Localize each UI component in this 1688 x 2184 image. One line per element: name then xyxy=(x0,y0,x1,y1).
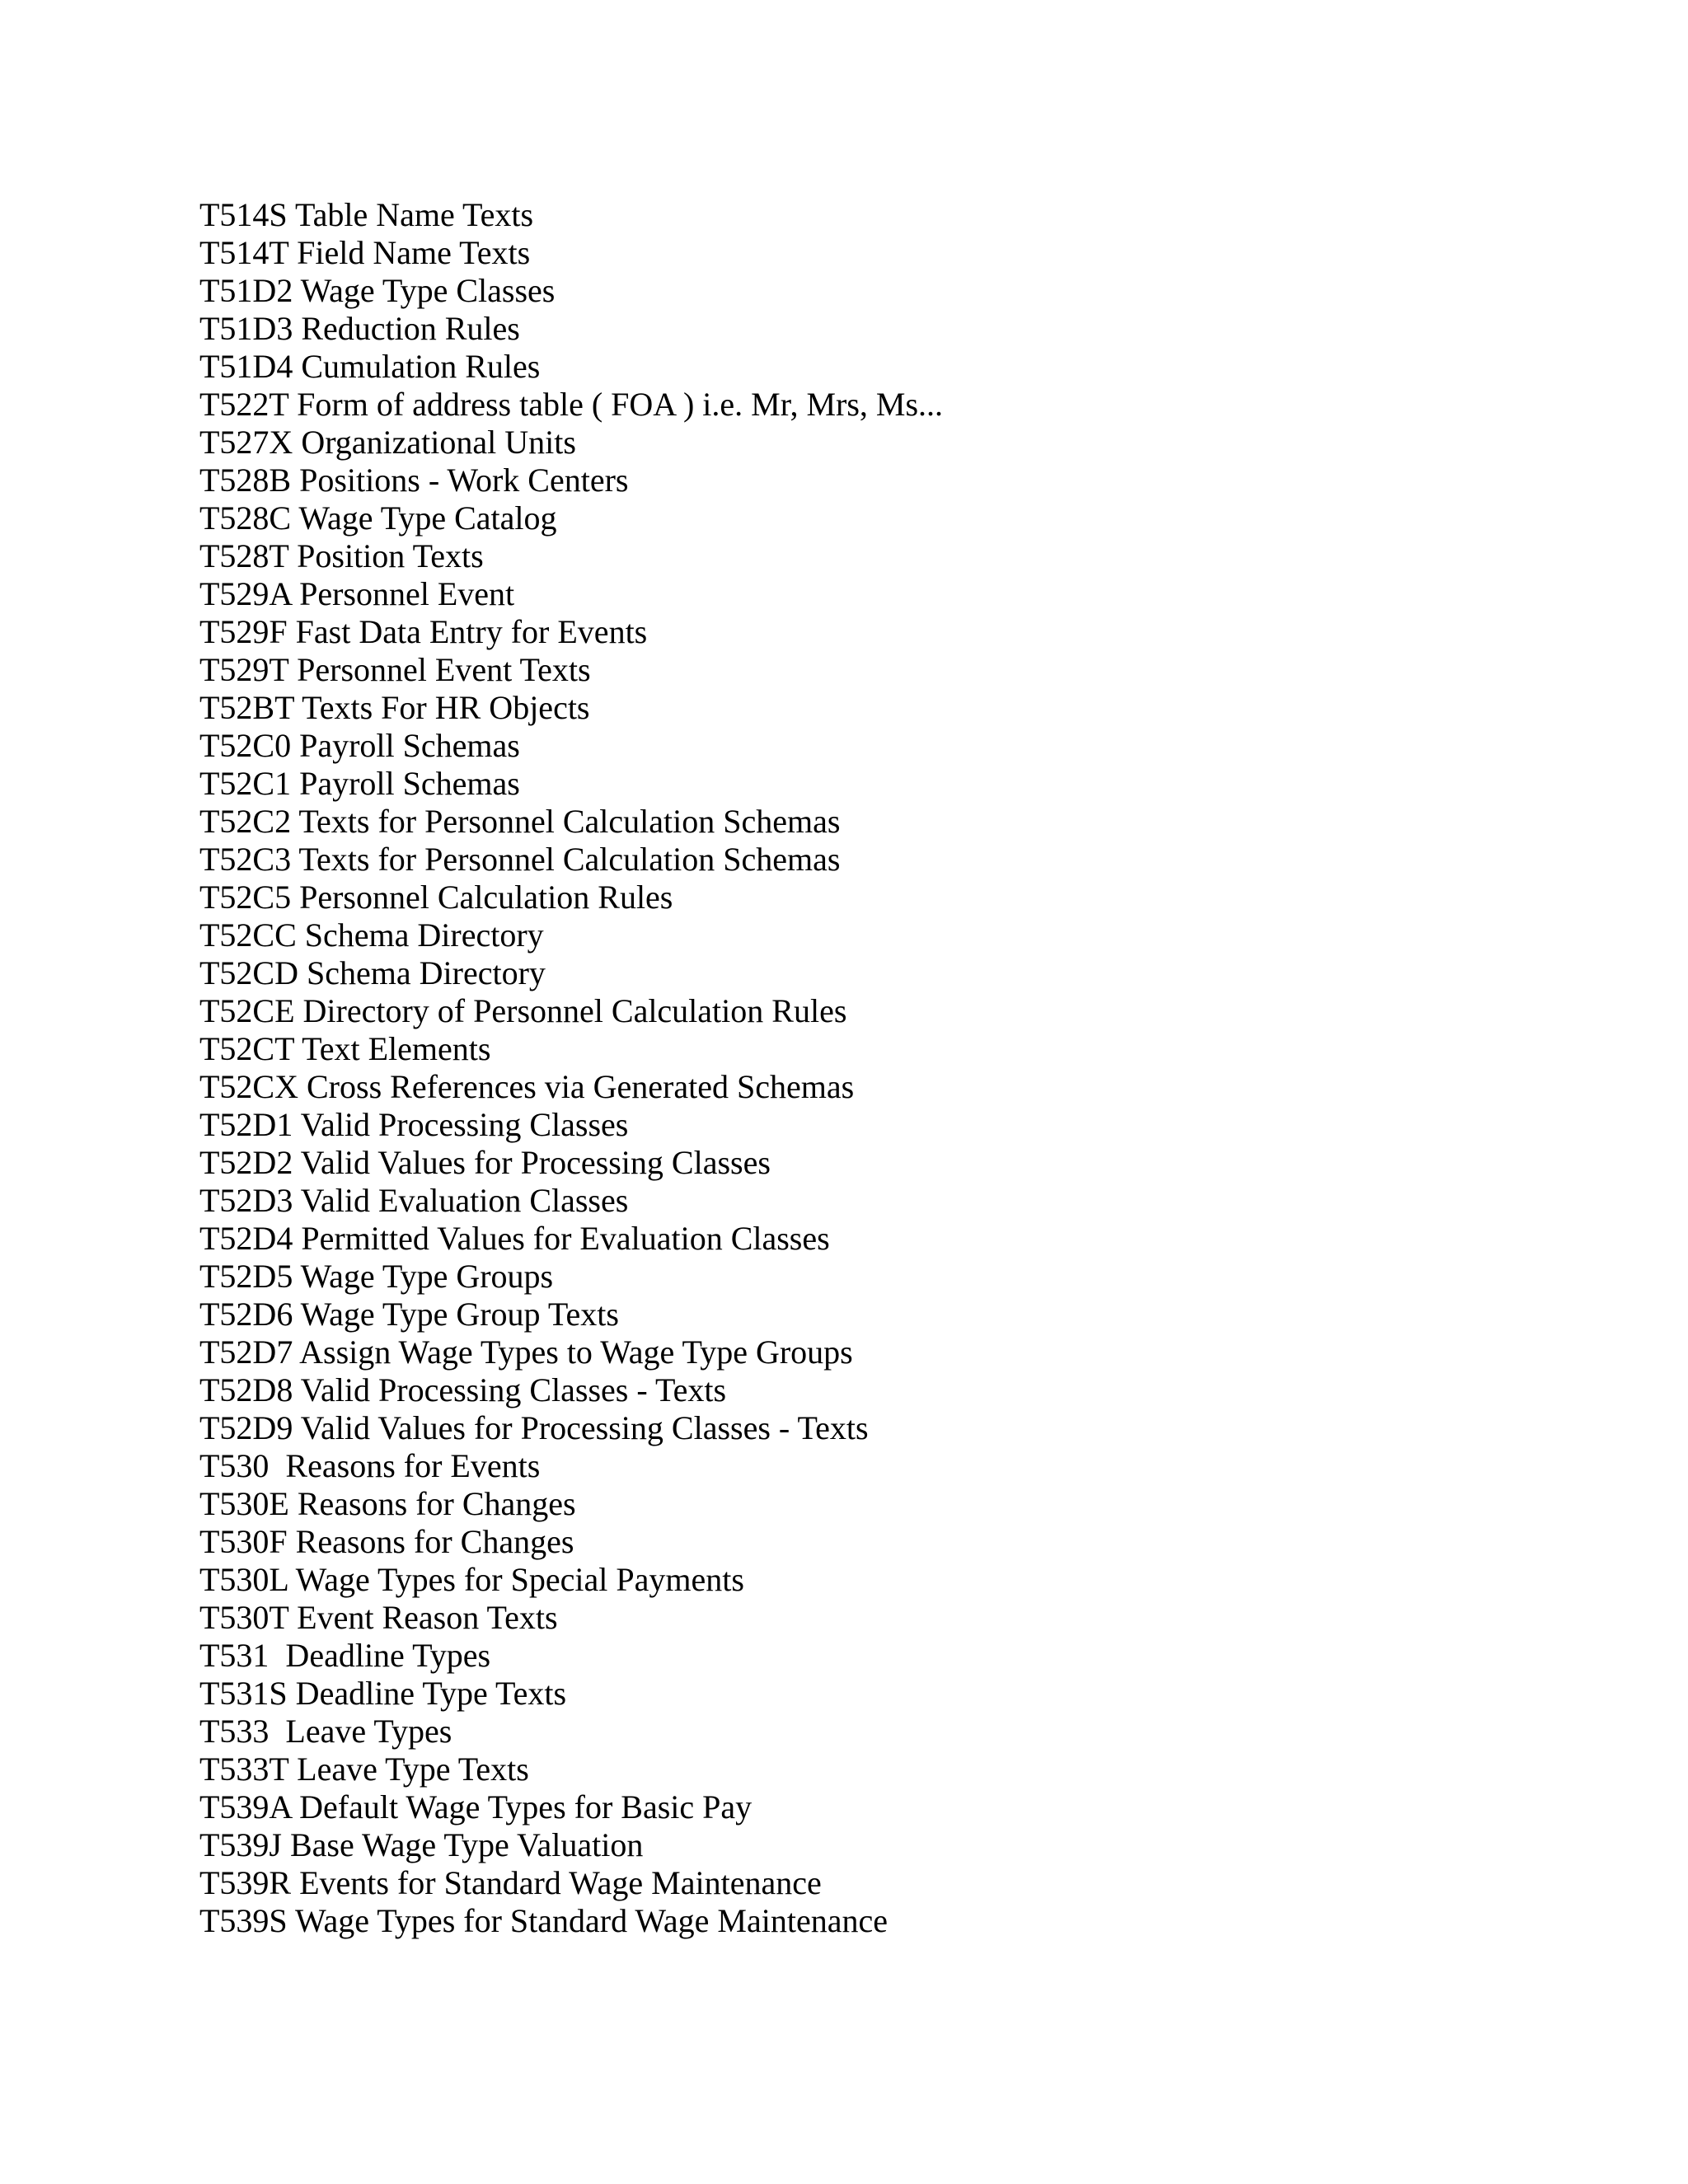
list-item: T52D8 Valid Processing Classes - Texts xyxy=(199,1371,727,1408)
list-item: T514S Table Name Texts xyxy=(199,196,534,233)
list-item: T530T Event Reason Texts xyxy=(199,1599,558,1636)
list-item: T52C3 Texts for Personnel Calculation Schemas xyxy=(199,841,841,878)
list-item: T52D2 Valid Values for Processing Classes xyxy=(199,1144,771,1181)
list-item: T539R Events for Standard Wage Maintenance xyxy=(199,1864,822,1901)
list-item: T539A Default Wage Types for Basic Pay xyxy=(199,1788,753,1825)
list-item: T531S Deadline Type Texts xyxy=(199,1675,567,1712)
list-item: T528B Positions - Work Centers xyxy=(199,462,629,499)
list-item: T52D1 Valid Processing Classes xyxy=(199,1106,629,1143)
list-item: T52CC Schema Directory xyxy=(199,916,544,954)
list-item: T528T Position Texts xyxy=(199,537,484,574)
list-item: T529F Fast Data Entry for Events xyxy=(199,613,648,650)
list-item: T51D4 Cumulation Rules xyxy=(199,348,541,385)
list-item: T52C2 Texts for Personnel Calculation Schemas xyxy=(199,803,841,840)
list-item: T530E Reasons for Changes xyxy=(199,1485,576,1522)
list-item: T533 Leave Types xyxy=(199,1713,452,1750)
list-item: T522T Form of address table ( FOA ) i.e. Mr, Mrs, Ms... xyxy=(199,386,944,423)
list-item: T539J Base Wage Type Valuation xyxy=(199,1826,644,1863)
list-item: T52CD Schema Directory xyxy=(199,954,546,991)
list-item: T514T Field Name Texts xyxy=(199,234,531,271)
list-item: T528C Wage Type Catalog xyxy=(199,499,557,537)
list-item: T52BT Texts For HR Objects xyxy=(199,689,590,726)
list-item: T52C0 Payroll Schemas xyxy=(199,727,520,764)
list-item: T52D7 Assign Wage Types to Wage Type Groups xyxy=(199,1333,853,1371)
list-item: T51D3 Reduction Rules xyxy=(199,310,520,347)
list-item: T527X Organizational Units xyxy=(199,424,576,461)
list-item: T530F Reasons for Changes xyxy=(199,1523,574,1560)
list-item: T533T Leave Type Texts xyxy=(199,1750,529,1788)
list-item: T530 Reasons for Events xyxy=(199,1447,541,1484)
list-item: T52CE Directory of Personnel Calculation Rules xyxy=(199,992,847,1029)
list-item: T539S Wage Types for Standard Wage Maintenance xyxy=(199,1902,888,1939)
list-item: T52D4 Permitted Values for Evaluation Classes xyxy=(199,1220,830,1257)
list-item: T52CX Cross References via Generated Schemas xyxy=(199,1068,855,1105)
list-item: T52CT Text Elements xyxy=(199,1030,491,1067)
table-list xyxy=(199,196,943,1940)
list-item: T52C1 Payroll Schemas xyxy=(199,765,520,802)
list-item: T530L Wage Types for Special Payments xyxy=(199,1561,744,1598)
list-item: T529A Personnel Event xyxy=(199,575,515,612)
list-item: T52D5 Wage Type Groups xyxy=(199,1258,554,1295)
list-item: T52D6 Wage Type Group Texts xyxy=(199,1296,619,1333)
list-item: T52D9 Valid Values for Processing Classes - Texts xyxy=(199,1409,869,1446)
list-item: T52D3 Valid Evaluation Classes xyxy=(199,1182,629,1219)
list-item: T51D2 Wage Type Classes xyxy=(199,272,556,309)
list-item: T529T Personnel Event Texts xyxy=(199,651,591,688)
list-item: T531 Deadline Types xyxy=(199,1637,491,1674)
list-item: T52C5 Personnel Calculation Rules xyxy=(199,879,673,916)
